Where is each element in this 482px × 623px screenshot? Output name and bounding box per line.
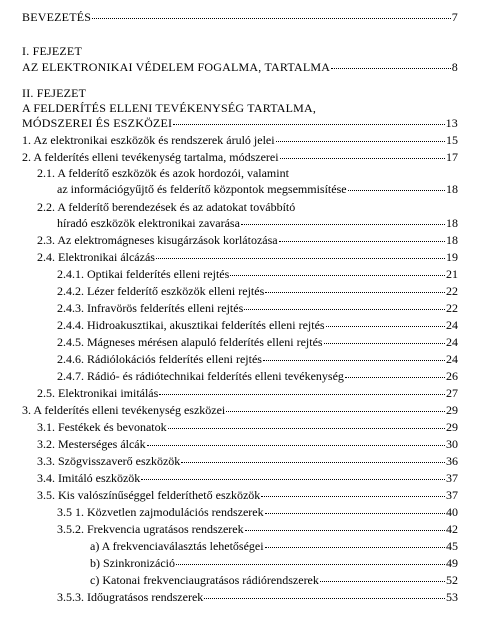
- toc-entry[interactable]: [37, 420, 458, 434]
- toc-page-number: 18: [446, 233, 458, 247]
- toc-heading: A FELDERÍTÉS ELLENI TEVÉKENYSÉG TARTALMA,: [22, 101, 317, 115]
- dot-leader: [245, 522, 445, 531]
- toc-page-number: 52: [446, 573, 458, 587]
- toc-page-number: 24: [446, 352, 458, 366]
- toc-entry[interactable]: [90, 556, 458, 570]
- toc-entry-title: BEVEZETÉS: [22, 10, 92, 24]
- dot-leader: [241, 216, 445, 225]
- toc-page-number: 18: [446, 216, 458, 230]
- toc-page-number: 45: [446, 539, 458, 553]
- dot-leader: [226, 403, 445, 412]
- toc-entry-title: az információgyűjtő és felderítő központok megsemmisítése: [57, 182, 347, 196]
- toc-entry[interactable]: [57, 369, 458, 383]
- toc-entry-title: 2.4.6. Rádiólokációs felderítés elleni rejtés: [57, 352, 262, 366]
- toc-entry[interactable]: [37, 233, 458, 247]
- toc-page-number: 29: [446, 420, 458, 434]
- toc-entry-title: 2.4.4. Hidroakusztikai, akusztikai felderítés elleni rejtés: [57, 318, 325, 332]
- dot-leader: [345, 369, 445, 378]
- toc-entry-title: híradó eszközök elektronikai zavarása: [57, 216, 240, 230]
- toc-entry-title: 3.1. Festékek és bevonatok: [37, 420, 167, 434]
- toc-page-number: 37: [446, 488, 458, 502]
- toc-page-number: 15: [446, 133, 458, 147]
- toc-entry-title: 2.4. Elektronikai álcázás: [37, 250, 155, 264]
- toc-entry-title: AZ ELEKTRONIKAI VÉDELEM FOGALMA, TARTALMA: [22, 60, 331, 74]
- toc-page-number: 30: [446, 437, 458, 451]
- toc-heading: 2.2. A felderítő berendezések és az adatokat továbbító: [37, 200, 296, 214]
- dot-leader: [265, 505, 445, 514]
- toc-entry-title: 3.5. Kis valószínűséggel felderíthető eszközök: [37, 488, 261, 502]
- toc-entry[interactable]: [22, 60, 458, 74]
- toc-entry-title: 3.5.2. Frekvencia ugratásos rendszerek: [57, 522, 244, 536]
- toc-entry-title: 3.5.3. Időugratásos rendszerek: [57, 590, 204, 604]
- toc-entry-title: 2.4.2. Lézer felderítő eszközök elleni rejtés: [57, 284, 265, 298]
- toc-heading: I. FEJEZET: [22, 44, 82, 58]
- toc-page-number: 7: [451, 10, 458, 24]
- toc-page-number: 42: [446, 522, 458, 536]
- toc-entry[interactable]: [22, 116, 458, 130]
- toc-page-number: 27: [446, 386, 458, 400]
- toc-page-number: 37: [446, 471, 458, 485]
- toc-entry-title: 2.4.3. Infravörös felderítés elleni rejtés: [57, 301, 244, 315]
- toc-entry-title: c) Katonai frekvenciaugratásos rádiórendszerek: [90, 573, 319, 587]
- toc-entry-title: 3.4. Imitáló eszközök: [37, 471, 141, 485]
- toc-entry-title: 3.2. Mesterséges álcák: [37, 437, 146, 451]
- toc-entry[interactable]: [57, 352, 458, 366]
- dot-leader: [348, 182, 445, 191]
- dot-leader: [326, 318, 445, 327]
- toc-page-number: 49: [446, 556, 458, 570]
- toc-page-number: 24: [446, 335, 458, 349]
- toc-entry-title: 3. A felderítés elleni tevékenység eszközei: [22, 403, 226, 417]
- toc-entry[interactable]: [57, 267, 458, 281]
- toc-entry[interactable]: [22, 150, 458, 164]
- toc-entry-title: a) A frekvenciaválasztás lehetőségei: [90, 539, 264, 553]
- toc-heading: II. FEJEZET: [22, 86, 87, 100]
- toc-page-number: 17: [446, 150, 458, 164]
- dot-leader: [265, 284, 445, 293]
- toc-page-number: 29: [446, 403, 458, 417]
- toc-entry[interactable]: [57, 522, 458, 536]
- toc-page-number: 21: [446, 267, 458, 281]
- toc-page-number: 8: [451, 60, 458, 74]
- dot-leader: [244, 301, 445, 310]
- toc-entry[interactable]: [22, 133, 458, 147]
- toc-entry-title: 2.3. Az elektromágneses kisugárzások korlátozása: [37, 233, 278, 247]
- toc-entry-title: 2.4.1. Optikai felderítés elleni rejtés: [57, 267, 230, 281]
- dot-leader: [92, 10, 451, 19]
- toc-entry[interactable]: [37, 488, 458, 502]
- dot-leader: [173, 116, 444, 125]
- dot-leader: [168, 420, 445, 429]
- dot-leader: [279, 233, 445, 242]
- toc-entry[interactable]: [57, 335, 458, 349]
- toc-page-number: 24: [446, 318, 458, 332]
- toc-entry-title: b) Szinkronizáció: [90, 556, 175, 570]
- toc-page-number: 19: [446, 250, 458, 264]
- dot-leader: [156, 250, 445, 259]
- toc-entry[interactable]: [57, 284, 458, 298]
- toc-entry[interactable]: [57, 182, 458, 196]
- toc-entry[interactable]: [37, 386, 458, 400]
- dot-leader: [280, 150, 445, 159]
- dot-leader: [331, 60, 451, 69]
- toc-entry[interactable]: [90, 539, 458, 553]
- dot-leader: [147, 437, 445, 446]
- toc-page-number: 40: [446, 505, 458, 519]
- toc-entry[interactable]: [57, 216, 458, 230]
- toc-entry[interactable]: [22, 403, 458, 417]
- toc-entry-title: 1. Az elektronikai eszközök és rendszerek áruló jelei: [22, 133, 275, 147]
- dot-leader: [276, 133, 445, 142]
- toc-entry-title: 3.3. Szögvisszaverő eszközök: [37, 454, 181, 468]
- toc-entry-title: 2. A felderítés elleni tevékenység tartalma, módszerei: [22, 150, 279, 164]
- toc-page-number: 22: [446, 284, 458, 298]
- dot-leader: [320, 573, 445, 582]
- toc-entry[interactable]: [37, 437, 458, 451]
- dot-leader: [261, 488, 445, 497]
- dot-leader: [230, 267, 445, 276]
- toc-entry[interactable]: [57, 505, 458, 519]
- toc-page-number: 13: [445, 116, 458, 130]
- toc-page-number: 26: [446, 369, 458, 383]
- dot-leader: [204, 590, 445, 599]
- toc-entry[interactable]: [57, 318, 458, 332]
- toc-page-number: 53: [446, 590, 458, 604]
- toc-entry[interactable]: [37, 454, 458, 468]
- toc-entry-title: 3.5 1. Közvetlen zajmodulációs rendszerek: [57, 505, 264, 519]
- toc-entry[interactable]: [37, 250, 458, 264]
- dot-leader: [181, 454, 445, 463]
- dot-leader: [263, 352, 445, 361]
- toc-entry-title: 2.5. Elektronikai imitálás: [37, 386, 159, 400]
- toc-entry[interactable]: [37, 471, 458, 485]
- toc-entry-title: 2.4.7. Rádió- és rádiótechnikai felderítés elleni tevékenység: [57, 369, 344, 383]
- dot-leader: [324, 335, 445, 344]
- toc-entry[interactable]: [22, 10, 458, 24]
- toc-page-number: 18: [446, 182, 458, 196]
- toc-entry[interactable]: [57, 590, 458, 604]
- dot-leader: [159, 386, 445, 395]
- toc-entry-title: 2.4.5. Mágneses mérésen alapuló felderítés elleni rejtés: [57, 335, 323, 349]
- dot-leader: [176, 556, 445, 565]
- dot-leader: [141, 471, 445, 480]
- dot-leader: [265, 539, 445, 548]
- toc-entry-title: MÓDSZEREI ÉS ESZKÖZEI: [22, 116, 173, 130]
- toc-entry[interactable]: [57, 301, 458, 315]
- toc-page-number: 36: [446, 454, 458, 468]
- toc-entry[interactable]: [90, 573, 458, 587]
- toc-page-number: 22: [446, 301, 458, 315]
- toc-heading: 2.1. A felderítő eszközök és azok hordozói, valamint: [37, 166, 289, 180]
